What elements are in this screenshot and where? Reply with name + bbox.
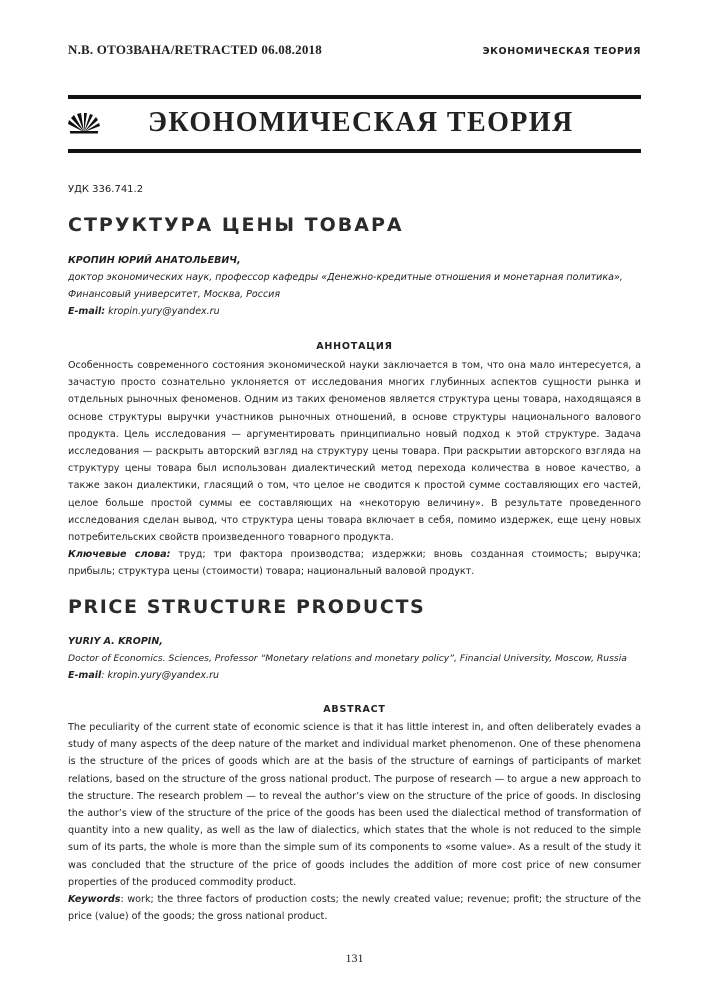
running-section-label: ЭКОНОМИЧЕСКАЯ ТЕОРИЯ [482, 46, 641, 57]
author-position-ru: доктор экономических наук, профессор кафедры «Денежно-кредитные отношения и монетарная политика», [68, 272, 623, 283]
section-banner-title: ЭКОНОМИЧЕСКАЯ ТЕОРИЯ [148, 107, 574, 138]
fan-logo-icon [66, 112, 102, 134]
email-label-ru: E-mail: [68, 306, 106, 317]
abstract-heading-en: ABSTRACT [323, 704, 386, 715]
keywords-label-en: Keywords [68, 894, 121, 905]
banner-top-rule [68, 95, 641, 99]
retraction-note: N.B. ОТОЗВАНА/RETRACTED 06.08.2018 [68, 42, 322, 57]
keywords-ru [68, 546, 641, 580]
abstract-text-ru: Особенность современного состояния экономической науки заключается в том, что она мало интересуется, а зачастую просто сознательно уклоняется от исследования многих глубинных аспектов сущности рынка и отдельных рыночных феноменов. Одним из таких феноменов является структура цены товара, находящаяся в основе структуры выручки участников рыночных отношений, в основе структуры национального валового продукта. Цель исследования — аргументировать принципиально новый подход к этой структуре. Задача исследования — раскрыть авторский взгляд на структуру цены товара. При раскрытии авторского взгляда на структуру цены товара был использован диалектический метод перехода количества в новое качество, а также закон диалектики, гласящий о том, что целое не сводится к простой сумме составляющих его частей, целое больше простой суммы ее составляющих на «некоторую величину». В результате проведенного исследования сделан вывод, что структура цены товара включает в себя, помимо издержек, еще цену новых потребительских свойств произведенного товарного продукта. [68, 360, 641, 544]
author-affiliation-ru: Финансовый университет, Москва, Россия [68, 289, 281, 300]
article-title-ru: СТРУКТУРА ЦЕНЫ ТОВАРА [68, 214, 404, 236]
page-number: 131 [345, 951, 364, 965]
email-link-ru[interactable]: kropin.yury@yandex.ru [108, 306, 220, 317]
udk-code: УДК 336.741.2 [68, 184, 144, 195]
banner-bottom-rule [68, 149, 641, 153]
author-position-en: Doctor of Economics. Sciences, Professor “Monetary relations and monetary policy”, Financial University, Moscow, Russia [68, 653, 627, 664]
keywords-text-ru: труд; три фактора производства; издержки; вновь созданная стоимость; выручка; прибыль; структура цены (стоимости) товара; национальный валовой продукт. [68, 549, 641, 578]
abstract-text-en: The peculiarity of the current state of economic science is that it has little interest in, and often deliberately evades a study of many aspects of the deep nature of the market and individual market phenomenon. One of these phenomena is the structure of the prices of goods which are at the basis of the structure of earnings of participants of market relations, based on the structure of the gross national product. The purpose of research — to argue a new approach to the structure. The research problem — to reveal the author’s view on the structure of the price of goods. In disclosing the author’s view of the structure of the price of the goods has been used the dialectical method of transformation of quantity into a new quality, as well as the law of dialectics, which states that the whole is not reduced to the simple sum of its parts, the whole is more than the simple sum of its components to «some value». As a result of the study it was concluded that the structure of the price of goods includes the addition of more cost price of new consumer properties of the produced commodity product. [68, 722, 641, 888]
author-name-ru-text: КРОПИН ЮРИЙ АНАТОЛЬЕВИЧ, [68, 255, 241, 266]
email-link-en[interactable]: : kropin.yury@yandex.ru [101, 670, 219, 681]
author-email-row-en [68, 667, 219, 684]
author-name-ru [68, 252, 241, 269]
article-title-en: PRICE STRUCTURE PRODUCTS [68, 596, 426, 618]
abstract-heading-ru: АННОТАЦИЯ [316, 341, 393, 352]
keywords-en [68, 891, 641, 925]
author-name-en [68, 633, 163, 650]
email-label-en: E-mail [68, 670, 102, 681]
keywords-text-en: : work; the three factors of production costs; the newly created value; revenue; profit; the structure of the price (value) of the goods; the gross national product. [68, 894, 641, 923]
keywords-label-ru: Ключевые слова: [68, 549, 171, 560]
author-email-row-ru [68, 303, 220, 320]
author-name-en-text: YURIY A. KROPIN, [68, 636, 163, 647]
